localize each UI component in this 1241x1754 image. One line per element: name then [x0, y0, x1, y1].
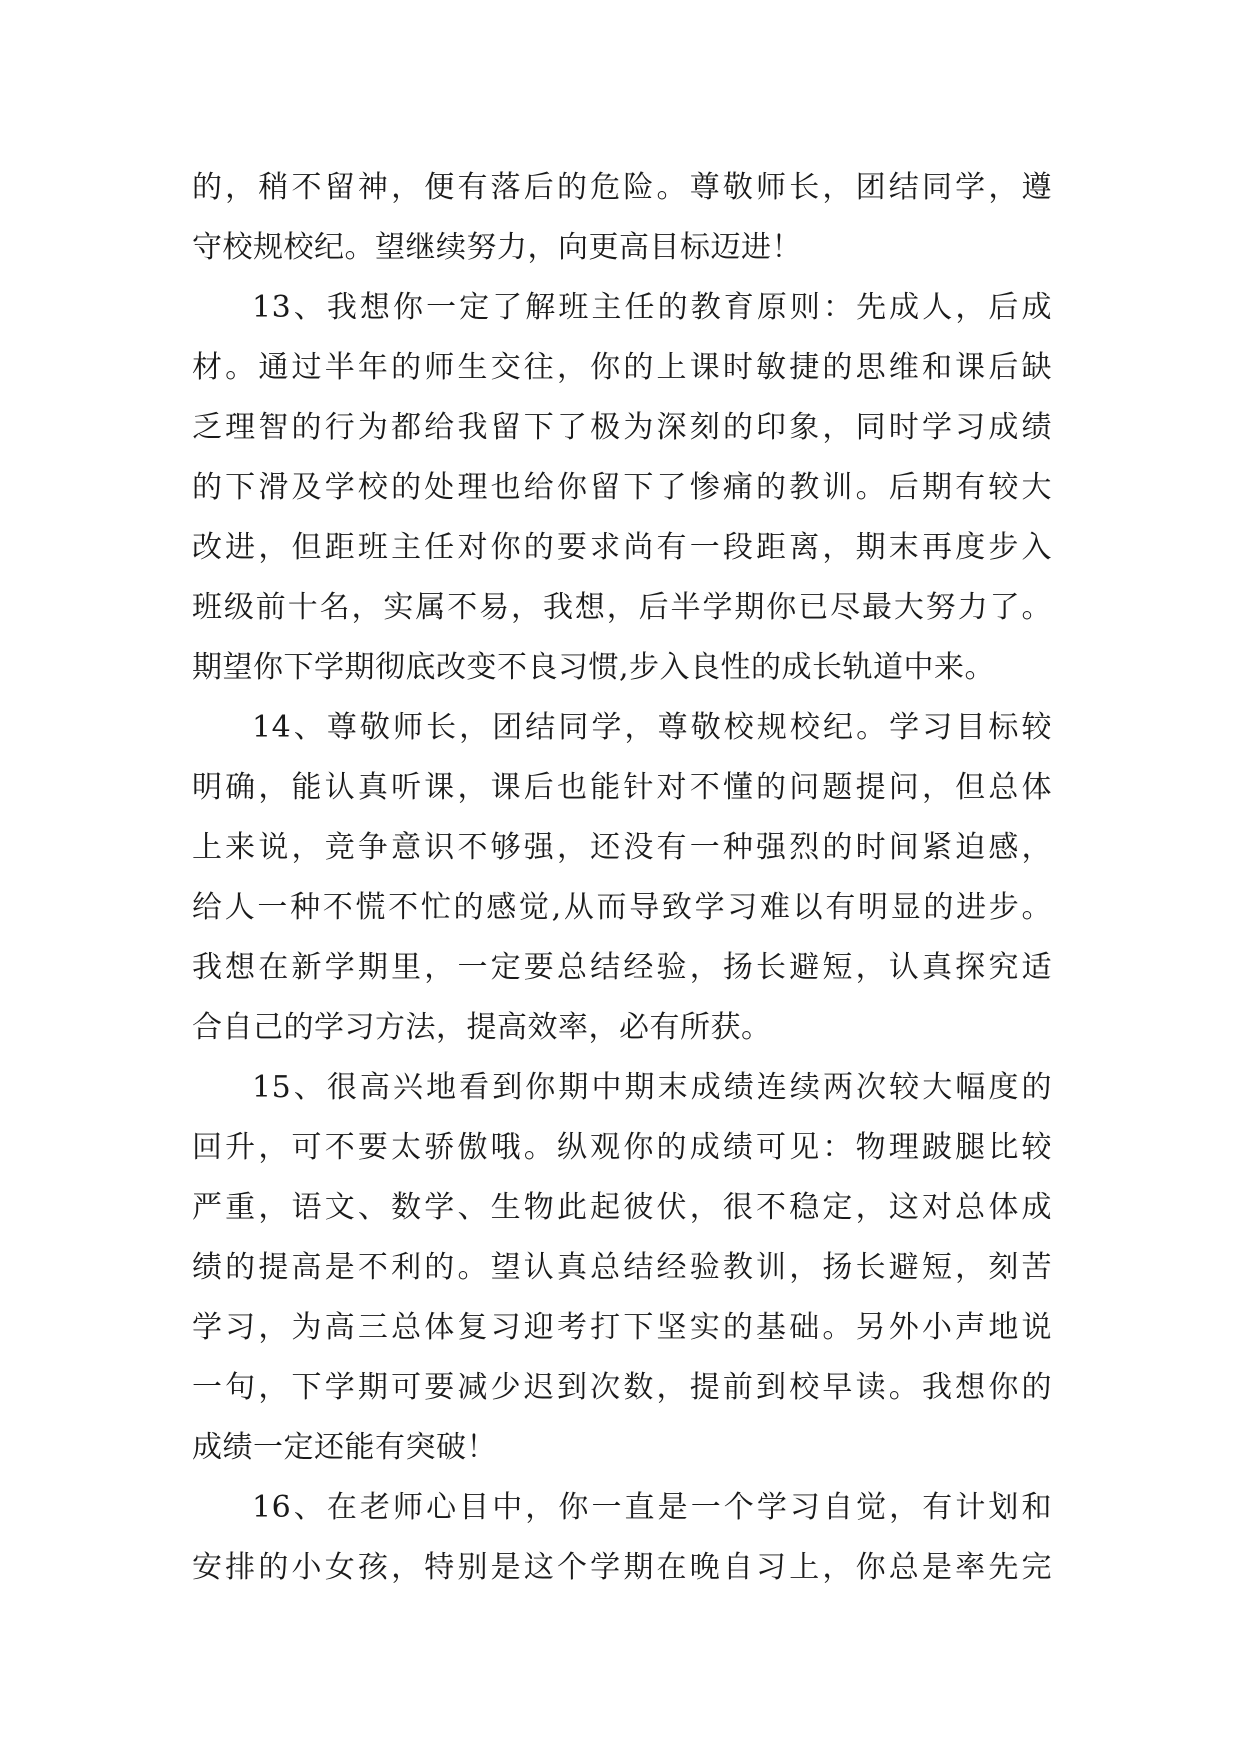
text-line: 安排的小女孩，特别是这个学期在晚自习上，你总是率先完	[192, 1550, 1052, 1585]
document-body	[192, 158, 1052, 1598]
text-line: 学习，为高三总体复习迎考打下坚实的基础。另外小声地说	[192, 1310, 1052, 1345]
text-line: 乏理智的行为都给我留下了极为深刻的印象，同时学习成绩	[192, 410, 1052, 445]
text-line: 成绩一定还能有突破！	[192, 1430, 497, 1465]
text-line: 合自己的学习方法，提高效率，必有所获。	[192, 1010, 772, 1045]
text-line: 13、我想你一定了解班主任的教育原则：先成人，后成	[252, 290, 1052, 325]
text-line: 回升，可不要太骄傲哦。纵观你的成绩可见：物理跛腿比较	[192, 1130, 1052, 1165]
text-line: 一句，下学期可要减少迟到次数，提前到校早读。我想你的	[192, 1370, 1052, 1405]
text-line: 改进，但距班主任对你的要求尚有一段距离，期末再度步入	[192, 530, 1052, 565]
text-line: 的下滑及学校的处理也给你留下了惨痛的教训。后期有较大	[192, 470, 1052, 505]
text-line: 的，稍不留神，便有落后的危险。尊敬师长，团结同学，遵	[192, 170, 1052, 205]
text-line: 我想在新学期里，一定要总结经验，扬长避短，认真探究适	[192, 950, 1052, 985]
text-line: 期望你下学期彻底改变不良习惯,步入良性的成长轨道中来。	[192, 650, 996, 685]
text-line: 15、很高兴地看到你期中期末成绩连续两次较大幅度的	[252, 1070, 1052, 1105]
text-line: 14、尊敬师长，团结同学，尊敬校规校纪。学习目标较	[252, 710, 1052, 745]
text-line: 明确，能认真听课，课后也能针对不懂的问题提问，但总体	[192, 770, 1052, 805]
text-line: 给人一种不慌不忙的感觉,从而导致学习难以有明显的进步。	[192, 890, 1052, 925]
text-line: 严重，语文、数学、生物此起彼伏，很不稳定，这对总体成	[192, 1190, 1052, 1225]
text-line: 上来说，竞争意识不够强，还没有一种强烈的时间紧迫感，	[192, 830, 1052, 865]
text-line: 绩的提高是不利的。望认真总结经验教训，扬长避短，刻苦	[192, 1250, 1052, 1285]
text-line: 守校规校纪。望继续努力，向更高目标迈进！	[192, 230, 802, 265]
text-line: 班级前十名，实属不易，我想，后半学期你已尽最大努力了。	[192, 590, 1052, 625]
text-line: 材。通过半年的师生交往，你的上课时敏捷的思维和课后缺	[192, 350, 1052, 385]
text-line: 16、在老师心目中，你一直是一个学习自觉，有计划和	[252, 1490, 1052, 1525]
